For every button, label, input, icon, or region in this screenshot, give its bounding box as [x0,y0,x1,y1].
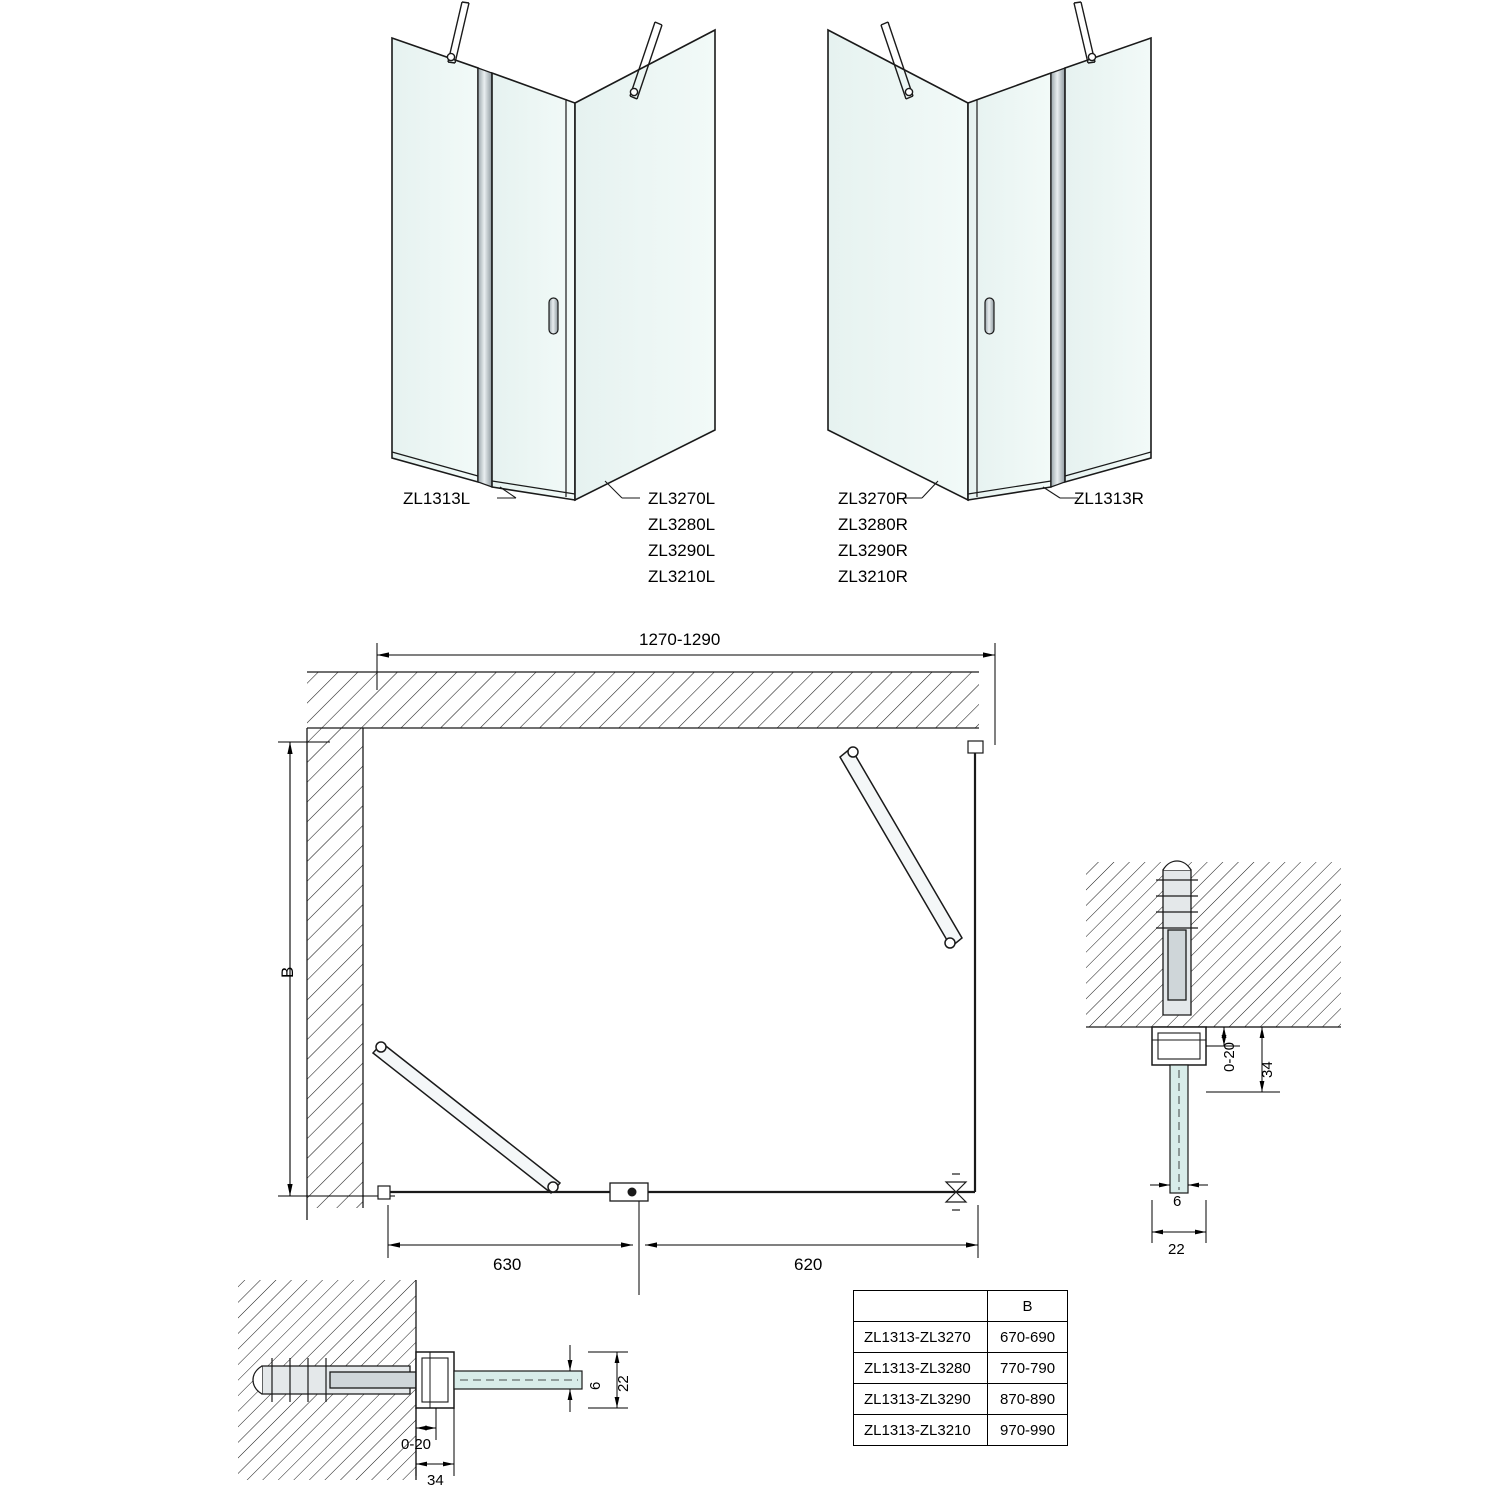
table-cell-b: 870-890 [988,1384,1068,1415]
table-cell-b: 970-990 [988,1415,1068,1446]
dim-bottom-right: 620 [794,1255,823,1274]
left-enclosure-3d [392,2,715,500]
detail-bottom-dim-glass: 6 [587,1381,604,1390]
table-cell-b: 670-690 [988,1322,1068,1353]
table-cell-code: ZL1313-ZL3290 [854,1384,988,1415]
detail-bottom-dim-adjust: 0-20 [401,1436,432,1453]
plan-view [278,643,995,1295]
detail-right-dim-glass: 6 [1173,1193,1182,1210]
detail-wall-profile-bottom [238,1280,628,1480]
table-cell-code: ZL1313-ZL3270 [854,1322,988,1353]
table-header-row [854,1291,1068,1322]
table-cell-b: 770-790 [988,1353,1068,1384]
label-left-door-code-2: ZL3290L [648,541,716,560]
label-right-door-code-3: ZL3210R [838,567,908,586]
table-row [854,1415,1068,1446]
right-enclosure-3d [828,2,1151,500]
table-row [854,1353,1068,1384]
label-right-side-panel: ZL1313R [1074,489,1144,508]
detail-right-dim-width: 22 [1168,1241,1185,1258]
table-row [854,1384,1068,1415]
detail-right-dim-depth: 34 [1259,1061,1276,1078]
table-row [854,1322,1068,1353]
detail-wall-profile-right [1086,861,1341,1243]
table-header-code [854,1291,988,1322]
label-left-door-code-0: ZL3270L [648,489,716,508]
label-right-door-code-2: ZL3290R [838,541,908,560]
dimension-table [853,1290,1068,1446]
label-right-door-code-0: ZL3270R [838,489,908,508]
label-left-door-code-1: ZL3280L [648,515,716,534]
table-header-b: B [988,1291,1068,1322]
detail-bottom-dim-height: 22 [615,1375,632,1392]
label-left-side-panel: ZL1313L [403,489,471,508]
dim-bottom-left: 630 [493,1255,522,1274]
dim-b-vertical: B [278,966,297,978]
label-left-door-code-3: ZL3210L [648,567,716,586]
dim-top-width: 1270-1290 [639,630,721,649]
table-cell-code: ZL1313-ZL3280 [854,1353,988,1384]
label-right-door-code-1: ZL3280R [838,515,908,534]
detail-right-dim-adjust: 0-20 [1221,1041,1238,1072]
detail-bottom-dim-depth: 34 [427,1472,444,1489]
table-cell-code: ZL1313-ZL3210 [854,1415,988,1446]
